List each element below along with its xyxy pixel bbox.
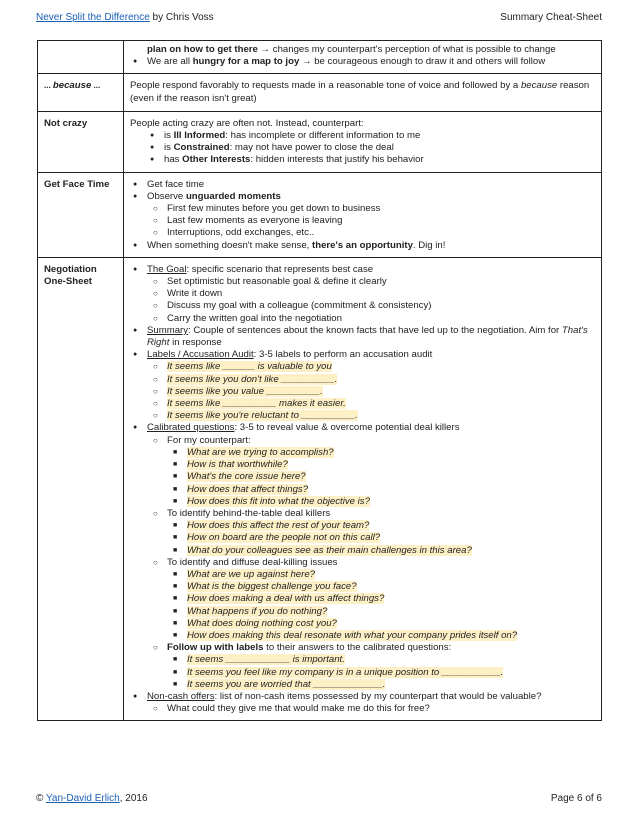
bold-phrase: Ill Informed [173,130,226,142]
text: For my counterpart: [167,434,251,446]
list-item [147,264,595,325]
year: , 2016 [119,793,148,804]
page-number: Page 6 of 6 [550,793,602,804]
highlighted-phrase: It seems like you value __________. [167,385,323,397]
text: to their answers to the calibrated questions: [263,642,452,654]
highlighted-phrase: How is that worthwhile? [187,459,288,471]
highlighted-phrase: It seems like you don't like __________. [167,373,338,385]
list-item: ○ Set optimistic but reasonable goal & define it clearly [167,276,595,288]
bold-phrase: plan on how to get there [147,44,258,55]
text: . Dig in! [412,239,446,251]
list-item: ● Get face time [147,179,595,191]
sub-list [147,276,595,325]
list-item [187,459,595,471]
row-content [124,172,602,257]
row-content [124,74,602,111]
list-item [167,557,595,642]
table-row [38,41,602,74]
text: : specific scenario that represents best case [186,263,374,275]
text: reason (even if the reason isn't great) [130,80,590,104]
bullet-list [130,56,595,68]
list-item [164,142,595,154]
underlined-term: Calibrated questions [147,422,235,434]
list-item [187,667,595,679]
highlighted-phrase: What do your colleagues see as their main challenges in this area? [187,544,472,556]
sub-list [147,703,595,715]
bold-phrase: there's an opportunity [312,239,413,251]
list-item [147,56,595,68]
table-row [38,111,602,172]
bold-phrase: hungry for a map to joy [192,56,300,68]
highlighted-phrase: How does making this deal resonate with what your company prides itself on? [187,629,518,641]
bold-phrase: Constrained [173,142,230,154]
sub-list [147,361,595,422]
sub-sub-list [167,447,595,508]
list-item [167,398,595,410]
list-item [187,484,595,496]
list-item [147,691,595,715]
list-item [187,532,595,544]
list-item [187,569,595,581]
sub-sub-list [167,654,595,691]
text: : Couple of sentences about the known facts that have led up to the negotiation. Aim for [188,324,562,336]
sub-list [147,435,595,691]
list-item [147,422,595,690]
list-item: ○ Interruptions, odd exchanges, etc.. [167,227,595,239]
underlined-term: Non-cash offers [147,690,215,702]
text: To identify behind-the-table deal killers [167,507,331,519]
list-item [147,349,595,422]
italic-phrase: That's Right [147,324,588,349]
list-item [187,471,595,483]
header-left [36,12,214,23]
row-label-one-sheet: Negotiation One-Sheet [38,257,124,721]
copyright-symbol: © [36,793,46,804]
table-row [38,257,602,721]
list-item [167,508,595,557]
list-item [164,130,595,142]
highlighted-phrase: What happens if you do nothing? [187,605,328,617]
list-item [187,496,595,508]
row-label-because [38,74,124,111]
text: ... [44,81,53,91]
list-item: ○ First few minutes before you get down to business [167,203,595,215]
list-item [164,154,595,166]
row-content [124,41,602,74]
summary-table [37,40,602,721]
highlighted-phrase: It seems ____________ is important. [187,654,345,666]
page-footer [36,793,602,807]
list-item [187,593,595,605]
because-word: because [52,80,92,92]
list-item [167,386,595,398]
text: is [164,130,174,142]
text: in response [169,337,222,349]
text: ... [91,81,101,91]
highlighted-phrase: What does doing nothing cost you? [187,617,337,629]
highlighted-phrase: It seems you feel like my company is in a unique position to ___________. [187,666,504,678]
sub-sub-list [167,569,595,642]
list-item [187,618,595,630]
highlighted-phrase: What are we up against here? [187,568,315,580]
list-item [187,679,595,691]
book-title-link[interactable]: Never Split the Difference [36,12,150,23]
list-item [187,581,595,593]
footer-left [36,793,148,804]
list-item: ○ Carry the written goal into the negotiation [167,313,595,325]
text: is [164,142,174,154]
list-item [147,240,595,252]
list-item [147,325,595,349]
highlighted-phrase: What are we trying to accomplish? [187,446,334,458]
highlighted-phrase: How on board are the people not on this call? [187,532,381,544]
bold-phrase: Follow up with labels [167,642,264,654]
list-item: ○ Last few moments as everyone is leaving [167,215,595,227]
text: : 3-5 to reveal value & overcome potential deal killers [234,422,460,434]
highlighted-phrase: What's the core issue here? [187,471,306,483]
text: : has incomplete or different information to me [225,130,421,142]
list-item: ○ What could they give me that would make me do this for free? [167,703,595,715]
underlined-term: Summary [147,324,189,336]
doc-label: Summary Cheat-Sheet [500,12,602,23]
text: Observe [147,190,186,202]
highlighted-phrase: What is the biggest challenge you face? [187,581,357,593]
row-content [124,257,602,721]
row-label-empty [38,41,124,74]
list-item [167,435,595,508]
highlighted-phrase: It seems like ______ is valuable to you [167,361,332,373]
highlighted-phrase: How does this fit into what the objective is? [187,495,370,507]
text: We are all [147,56,193,68]
row-label-not-crazy: Not crazy [38,111,124,172]
list-item [147,191,595,240]
highlighted-phrase: How does this affect the rest of your team? [187,520,370,532]
sub-list [147,203,595,240]
page-header [36,12,602,26]
highlighted-phrase: It seems like you're reluctant to __________. [167,410,358,422]
list-item [167,410,595,422]
text: → be courageous enough to draw it and others will follow [299,56,546,68]
intro-text: People acting crazy are often not. Instead, counterpart: [130,117,364,129]
highlighted-phrase: How does making a deal with us affect things? [187,593,385,605]
list-item [187,520,595,532]
list-item [167,642,595,691]
highlighted-phrase: It seems like __________ makes it easier. [167,398,346,410]
list-item [187,545,595,557]
bullet-list [130,264,595,716]
text: To identify and diffuse deal-killing issues [167,556,338,568]
highlighted-phrase: How does that affect things? [187,483,309,495]
list-item [187,447,595,459]
underlined-term: The Goal [147,263,187,275]
row-content [124,111,602,172]
italic-word: because [520,80,558,92]
text: : list of non-cash items possessed by my counterpart that would be valuable? [214,690,542,702]
table-row [38,172,602,257]
bold-phrase: unguarded moments [185,190,281,202]
text: : may not have power to close the deal [229,142,394,154]
author-link[interactable]: Yan-David Erlich [45,793,120,804]
text: People respond favorably to requests made in a reasonable tone of voice and followed by a [130,80,521,92]
highlighted-phrase: It seems you are worried that _____________. [187,678,386,690]
bullet-list [130,179,595,252]
text: → changes my counterpart's perception of what is possible to change [257,44,556,55]
sub-sub-list [167,520,595,557]
list-item: ○ Write it down [167,288,595,300]
text: has [164,154,183,166]
text: When something doesn't make sense, [147,239,313,251]
list-item [167,374,595,386]
text: : hidden interests that justify his behavior [250,154,424,166]
text: : 3-5 labels to perform an accusation audit [253,349,433,361]
continued-line [130,44,595,56]
list-item: ○ Discuss my goal with a colleague (commitment & consistency) [167,300,595,312]
bold-phrase: Other Interests [182,154,251,166]
list-item [187,654,595,666]
underlined-term: Labels / Accusation Audit [147,349,254,361]
list-item [167,361,595,373]
list-item [187,606,595,618]
bullet-list [130,130,595,167]
list-item [187,630,595,642]
row-label-face-time: Get Face Time [38,172,124,257]
book-author: by Chris Voss [149,12,214,23]
table-row [38,74,602,111]
